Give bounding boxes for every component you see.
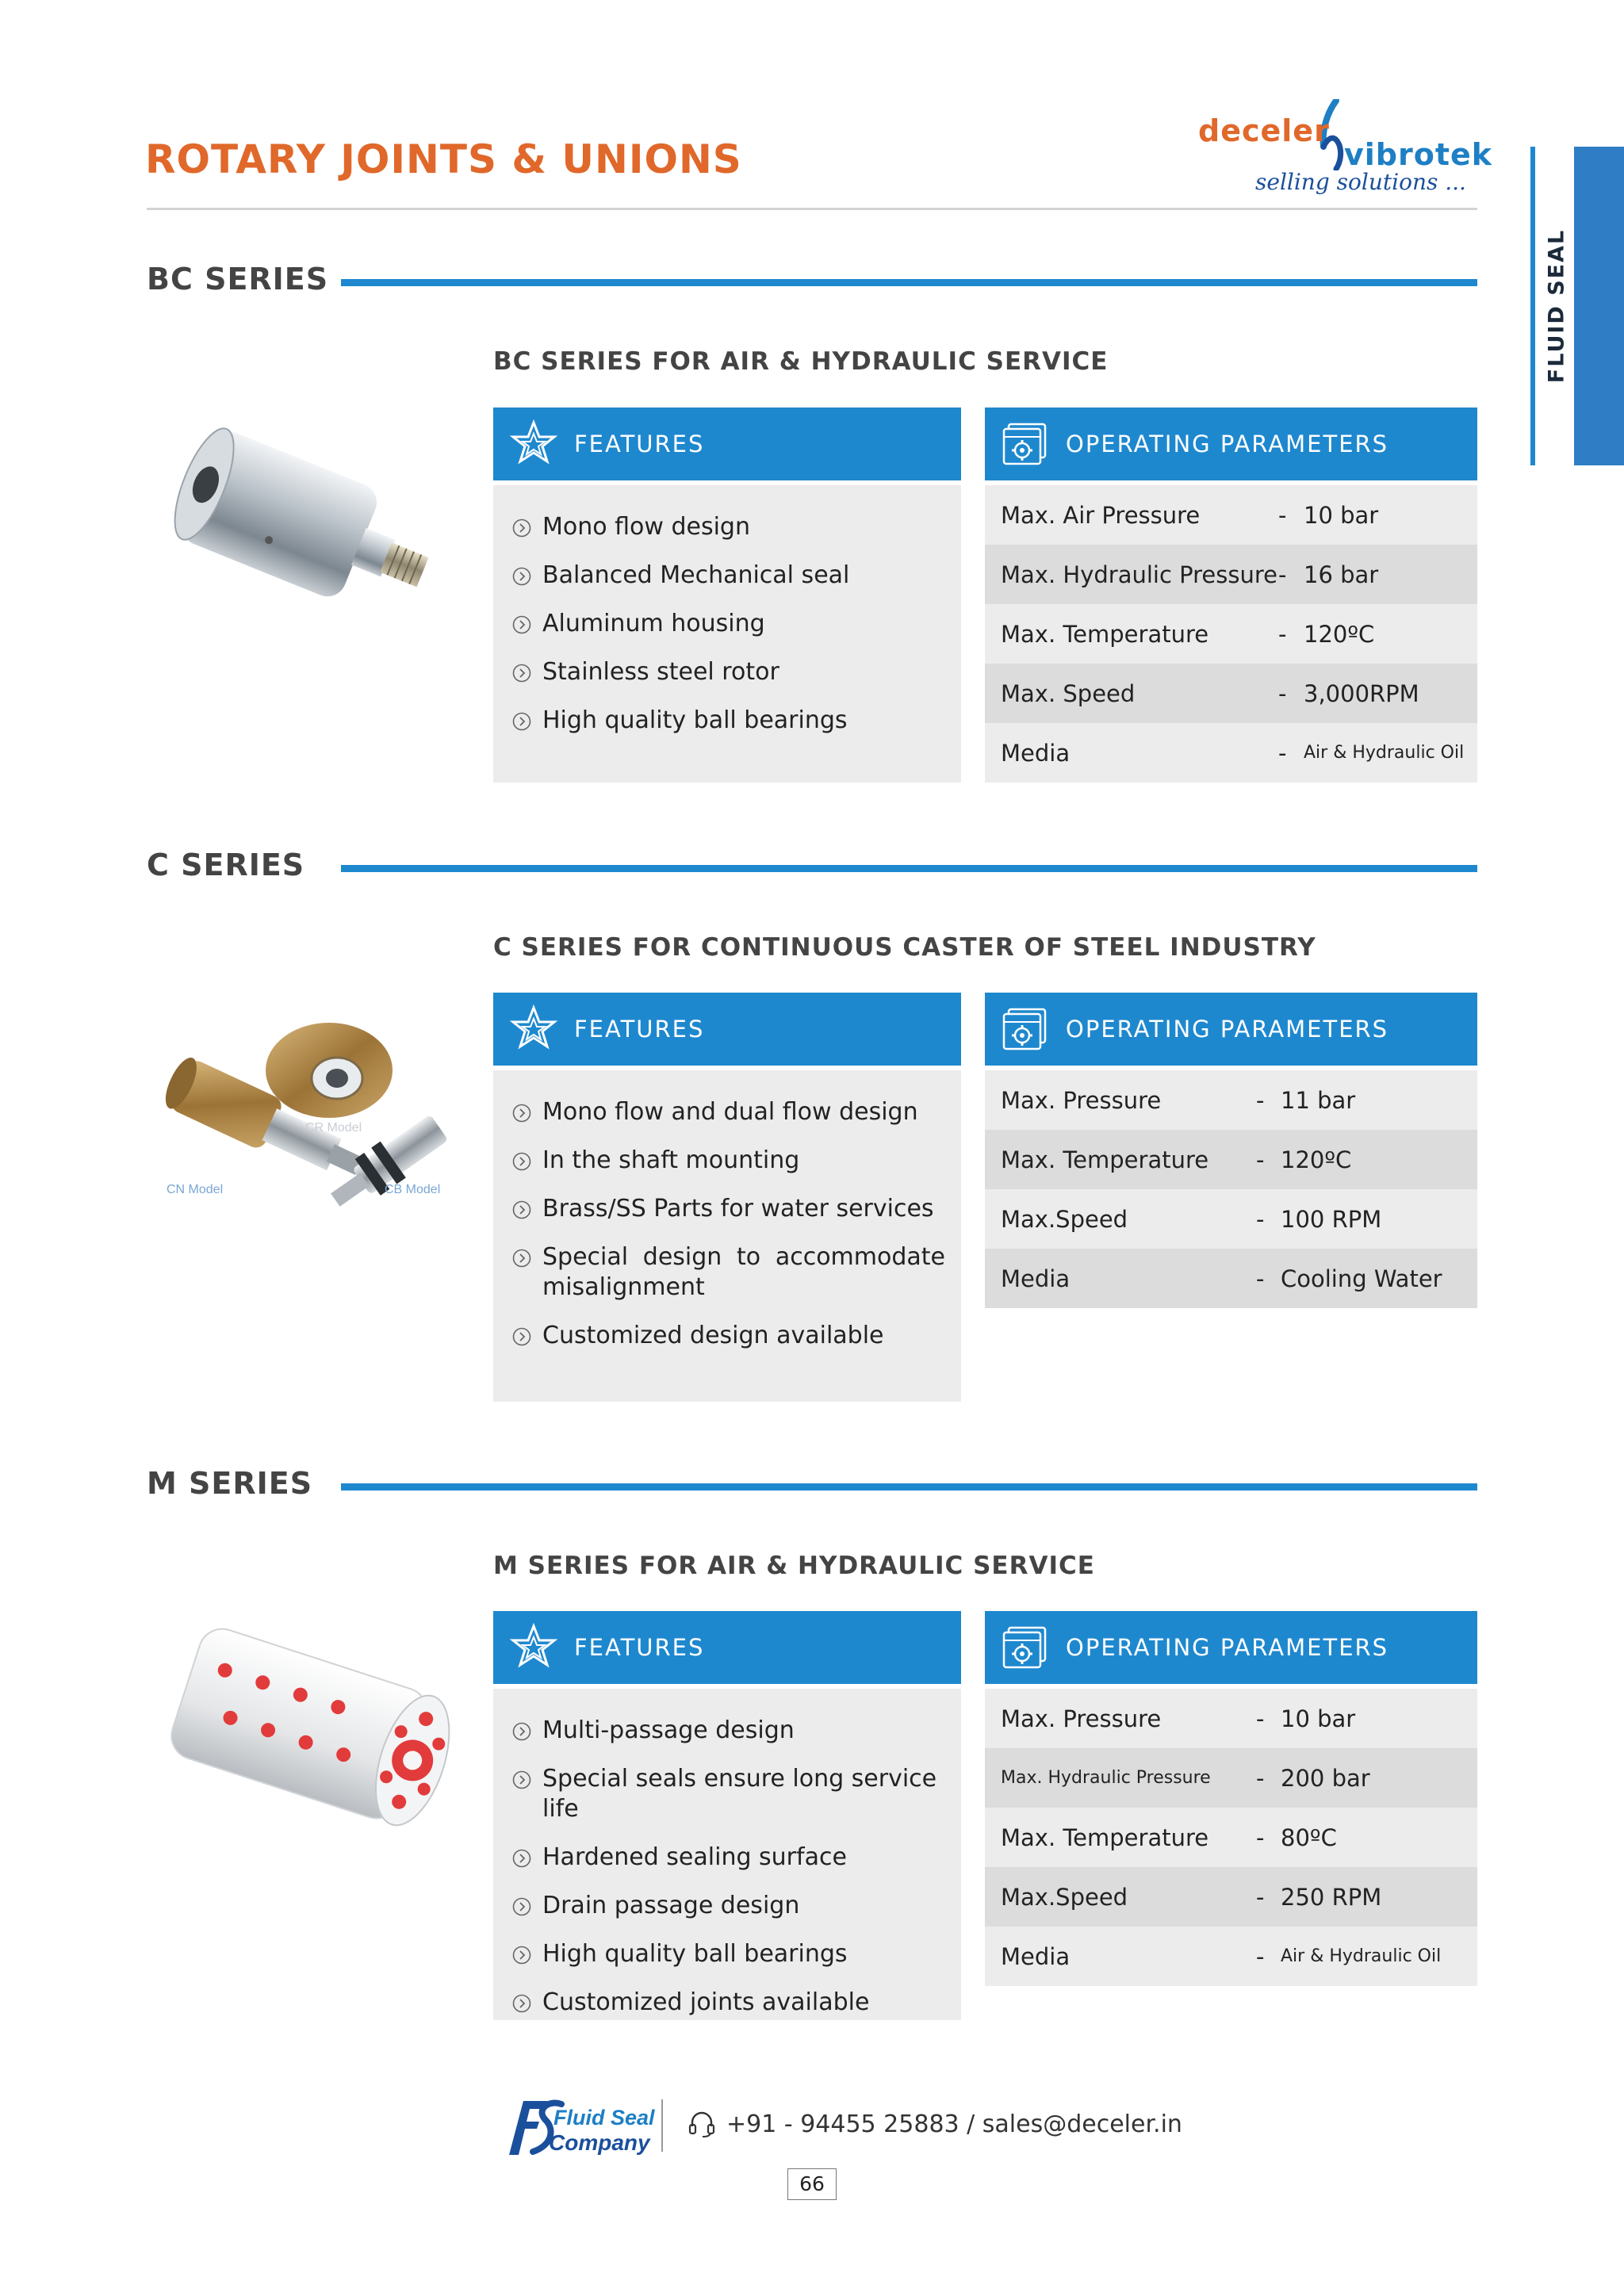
c-features-header <box>493 993 961 1066</box>
series-heading-c: C SERIES <box>147 848 305 882</box>
bc-params-title: OPERATING PARAMETERS <box>1066 430 1389 457</box>
series-heading-bc: BC SERIES <box>147 262 329 297</box>
footer-divider <box>661 2099 663 2152</box>
star-badge-icon <box>509 419 558 469</box>
side-tab <box>1574 147 1624 465</box>
c-features-box <box>493 1070 961 1402</box>
m-params-title: OPERATING PARAMETERS <box>1066 1634 1389 1661</box>
chevron-circle-icon <box>512 1897 531 1916</box>
feature-item: Drain passage design <box>512 1891 945 1921</box>
feature-item: Customized design available <box>512 1321 945 1351</box>
c-params-title: OPERATING PARAMETERS <box>1066 1016 1389 1043</box>
page-title: ROTARY JOINTS & UNIONS <box>145 136 742 182</box>
param-row: Max. Pressure - 11 bar <box>1001 1086 1356 1114</box>
feature-item: In the shaft mounting <box>512 1146 945 1176</box>
c-params-header <box>985 993 1477 1066</box>
bc-series-product-image <box>151 388 460 674</box>
param-row: Max.Speed - 100 RPM <box>1001 1205 1382 1233</box>
m-params-header <box>985 1611 1477 1684</box>
chevron-circle-icon <box>512 1104 531 1123</box>
series-subtitle-c: C SERIES FOR CONTINUOUS CASTER OF STEEL INDUSTRY <box>493 933 1316 962</box>
feature-item: Mono flow design <box>512 512 945 542</box>
param-row: Media - Air & Hydraulic Oil <box>1001 1942 1442 1970</box>
chevron-circle-icon <box>512 1249 531 1268</box>
settings-window-icon <box>1001 1623 1050 1672</box>
chevron-circle-icon <box>512 1200 531 1219</box>
footer-company-line2: Company <box>549 2130 650 2155</box>
param-row: Media - Cooling Water <box>985 1249 1477 1308</box>
footer-contact <box>687 2109 1182 2139</box>
param-row: Max. Pressure - 10 bar <box>1001 1705 1356 1732</box>
image-label-cn: CN Model <box>167 1183 224 1196</box>
m-series-product-image <box>155 1605 472 1867</box>
chevron-circle-icon <box>512 712 531 731</box>
chevron-circle-icon <box>512 519 531 538</box>
bc-features-header <box>493 408 961 480</box>
chevron-circle-icon <box>512 615 531 634</box>
param-row: Max. Hydraulic Pressure - 200 bar <box>985 1748 1477 1808</box>
series-subtitle-bc: BC SERIES FOR AIR & HYDRAULIC SERVICE <box>493 347 1109 376</box>
bc-features-title: FEATURES <box>574 430 705 457</box>
param-row: Max. Speed - 3,000RPM <box>985 664 1477 723</box>
series-rule-c <box>341 865 1477 872</box>
c-params-table <box>985 1070 1477 1308</box>
param-row: Max. Temperature - 80ºC <box>1001 1823 1337 1851</box>
chevron-circle-icon <box>512 1994 531 2013</box>
page-number: 66 <box>787 2168 837 2200</box>
m-params-table <box>985 1689 1477 1986</box>
feature-item: Aluminum housing <box>512 609 945 639</box>
feature-item: Multi-passage design <box>512 1716 945 1746</box>
image-label-cb: CB Model <box>385 1183 441 1196</box>
feature-item: Customized joints available <box>512 1988 945 2018</box>
param-row: Media - Air & Hydraulic Oil <box>1001 739 1465 767</box>
feature-item: Mono flow and dual flow design <box>512 1097 945 1127</box>
series-rule-m <box>341 1483 1477 1490</box>
bc-params-table <box>985 485 1477 783</box>
star-badge-icon <box>509 1004 558 1054</box>
series-subtitle-m: M SERIES FOR AIR & HYDRAULIC SERVICE <box>493 1552 1095 1580</box>
series-rule-bc <box>341 279 1477 286</box>
headset-icon <box>687 2109 717 2139</box>
chevron-circle-icon <box>512 567 531 586</box>
settings-window-icon <box>1001 419 1050 469</box>
chevron-circle-icon <box>512 1327 531 1346</box>
fluid-seal-company-logo <box>500 2093 658 2164</box>
c-series-product-image <box>151 995 476 1233</box>
footer-company-line1: Fluid Seal <box>553 2106 655 2130</box>
title-divider <box>147 208 1477 210</box>
c-features-title: FEATURES <box>574 1016 705 1043</box>
logo-tagline: selling solutions ... <box>1255 169 1466 195</box>
bc-params-header <box>985 408 1477 480</box>
param-row: Max. Air Pressure - 10 bar <box>1001 501 1379 529</box>
series-heading-m: M SERIES <box>147 1466 313 1501</box>
chevron-circle-icon <box>512 1849 531 1868</box>
image-label-cr: CR Model <box>305 1121 362 1135</box>
feature-item: Brass/SS Parts for water services <box>512 1194 945 1224</box>
feature-item: High quality ball bearings <box>512 1939 945 1969</box>
m-features-header <box>493 1611 961 1684</box>
settings-window-icon <box>1001 1004 1050 1054</box>
param-row: Max. Temperature - 120ºC <box>985 1130 1477 1189</box>
chevron-circle-icon <box>512 1946 531 1965</box>
chevron-circle-icon <box>512 1770 531 1789</box>
feature-item: Balanced Mechanical seal <box>512 561 945 591</box>
star-badge-icon <box>509 1623 558 1672</box>
m-features-title: FEATURES <box>574 1634 705 1661</box>
brand-logo <box>1193 99 1493 202</box>
feature-item: Special design to accommodate misalignment <box>512 1242 945 1303</box>
param-row: Max. Temperature - 120ºC <box>1001 620 1375 648</box>
side-label: FLUID SEAL <box>1544 228 1569 384</box>
param-row: Max. Hydraulic Pressure - 16 bar <box>985 545 1477 604</box>
bc-features-box <box>493 485 961 783</box>
logo-text-deceler: deceler <box>1198 113 1330 148</box>
chevron-circle-icon <box>512 664 531 683</box>
feature-item: Special seals ensure long service life <box>512 1764 945 1824</box>
m-features-box <box>493 1689 961 2020</box>
feature-item: Stainless steel rotor <box>512 657 945 687</box>
side-accent-line <box>1530 147 1535 465</box>
logo-text-vibrotek: vibrotek <box>1344 137 1493 172</box>
footer-contact-text[interactable]: +91 - 94455 25883 / sales@deceler.in <box>726 2110 1182 2138</box>
chevron-circle-icon <box>512 1722 531 1741</box>
feature-item: High quality ball bearings <box>512 706 945 736</box>
chevron-circle-icon <box>512 1152 531 1171</box>
param-row: Max.Speed - 250 RPM <box>985 1867 1477 1927</box>
feature-item: Hardened sealing surface <box>512 1843 945 1873</box>
